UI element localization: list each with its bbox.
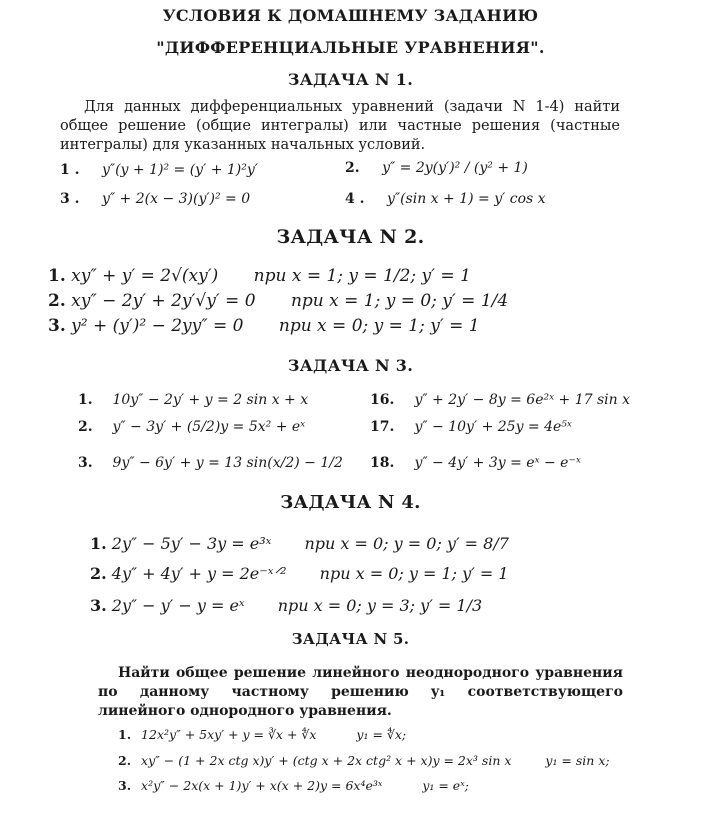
item-equation: y² + (y′)² − 2yy″ = 0 xyxy=(71,316,244,336)
item-equation: x²y″ − 2x(x + 1)y′ + x(x + 2)y = 6x⁴e³ˣ xyxy=(141,778,383,793)
item-number: 18. xyxy=(370,455,395,471)
item-equation: y″(sin x + 1) = y′ cos x xyxy=(386,191,546,207)
item-equation: 10y″ − 2y′ + y = 2 sin x + x xyxy=(112,392,309,408)
item-equation: y″ + 2y′ − 8y = 6e²ˣ + 17 sin x xyxy=(414,392,630,408)
item-number: 1. xyxy=(118,727,132,742)
task2-item-1 xyxy=(48,266,471,286)
task3-item-2 xyxy=(78,419,305,435)
item-equation: y″ + 2(x − 3)(y′)² = 0 xyxy=(101,191,251,207)
item-equation: y″(y + 1)² = (y′ + 1)²y′ xyxy=(101,162,258,178)
item-number: 16. xyxy=(370,392,395,408)
item-number: 2. xyxy=(90,564,107,583)
task3-item-18 xyxy=(370,455,581,471)
item-equation: y″ = 2y(y′)² / (y² + 1) xyxy=(382,160,528,176)
item-equation: y″ − 10y′ + 25y = 4e⁵ˣ xyxy=(414,419,572,435)
item-equation: 4y″ + 4y′ + y = 2e⁻ˣᐟ² xyxy=(111,564,287,583)
task1-heading: ЗАДАЧА N 1. xyxy=(287,70,414,89)
task1-item-4 xyxy=(345,191,546,207)
task1-item-3 xyxy=(60,191,250,207)
item-number: 1. xyxy=(48,266,66,286)
item-equation: 2y″ − y′ − y = eˣ xyxy=(111,596,245,615)
task5-item-3 xyxy=(118,778,469,793)
item-number: 3 . xyxy=(60,191,80,207)
task3-item-17 xyxy=(370,419,572,435)
task5-item-1 xyxy=(118,727,406,742)
item-number: 1. xyxy=(90,534,107,553)
task2-item-2 xyxy=(48,291,508,311)
task3-item-3 xyxy=(78,455,343,471)
item-number: 1. xyxy=(78,392,93,408)
task2-heading: ЗАДАЧА N 2. xyxy=(276,226,425,248)
doc-title-line2: "ДИФФЕРЕНЦИАЛЬНЫЕ УРАВНЕНИЯ". xyxy=(156,38,545,57)
item-number: 3. xyxy=(90,596,107,615)
item-equation: 2y″ − 5y′ − 3y = e³ˣ xyxy=(111,534,272,553)
item-condition: при x = 1; y = 1/2; y′ = 1 xyxy=(253,266,471,286)
item-number: 2. xyxy=(48,291,66,311)
task4-item-3 xyxy=(90,596,482,615)
doc-title-line1: УСЛОВИЯ К ДОМАШНЕМУ ЗАДАНИЮ xyxy=(162,6,539,25)
task3-heading: ЗАДАЧА N 3. xyxy=(287,356,414,375)
task4-item-1 xyxy=(90,534,509,553)
task1-text: Для данных дифференциальных уравнений (задачи N 1-4) найти общее решение (общие интегралы) или частные решения (частные интегралы) для указанных начальных условий. xyxy=(60,99,620,153)
item-condition: при x = 0; y = 1; y′ = 1 xyxy=(278,316,480,336)
item-condition: при x = 0; y = 3; y′ = 1/3 xyxy=(277,596,483,615)
task4-item-2 xyxy=(90,564,509,583)
item-number: 2. xyxy=(345,160,360,176)
task4-heading: ЗАДАЧА N 4. xyxy=(280,492,421,513)
item-equation: y″ − 4y′ + 3y = eˣ − e⁻ˣ xyxy=(414,455,581,471)
item-particular-solution: y₁ = ∜x; xyxy=(356,727,407,742)
item-number: 3. xyxy=(78,455,93,471)
task2-item-3 xyxy=(48,316,480,336)
item-particular-solution: y₁ = eˣ; xyxy=(422,778,469,793)
item-equation: xy″ − 2y′ + 2y′√y′ = 0 xyxy=(71,291,256,311)
task5-item-2 xyxy=(118,753,610,768)
item-condition: при x = 0; y = 0; y′ = 8/7 xyxy=(304,534,509,553)
item-equation: xy″ − (1 + 2x ctg x)y′ + (ctg x + 2x ctg² x + x)y = 2x³ sin x xyxy=(141,753,512,768)
task3-item-16 xyxy=(370,392,630,408)
item-equation: y″ − 3y′ + (5/2)y = 5x² + eˣ xyxy=(112,419,306,435)
item-number: 4 . xyxy=(345,191,365,207)
item-number: 2. xyxy=(118,753,132,768)
task1-item-1 xyxy=(60,162,258,178)
item-number: 1 . xyxy=(60,162,80,178)
item-number: 2. xyxy=(78,419,93,435)
item-equation: 12x²y″ + 5xy′ + y = ∛x + ∜x xyxy=(141,727,317,742)
item-particular-solution: y₁ = sin x; xyxy=(545,753,610,768)
task5-text: Найти общее решение линейного неоднородного уравнения по данному частному решению y₁ соответствующего линейного однородного уравнения. xyxy=(98,665,623,719)
task5-heading: ЗАДАЧА N 5. xyxy=(291,630,410,648)
task3-item-1 xyxy=(78,392,308,408)
task1-item-2 xyxy=(345,160,528,176)
item-number: 3. xyxy=(48,316,66,336)
item-condition: при x = 0; y = 1; y′ = 1 xyxy=(319,564,509,583)
item-equation: xy″ + y′ = 2√(xy′) xyxy=(71,266,219,286)
item-number: 17. xyxy=(370,419,395,435)
item-number: 3. xyxy=(118,778,132,793)
item-equation: 9y″ − 6y′ + y = 13 sin(x/2) − 1/2 xyxy=(112,455,343,471)
item-condition: при x = 1; y = 0; y′ = 1/4 xyxy=(290,291,509,311)
